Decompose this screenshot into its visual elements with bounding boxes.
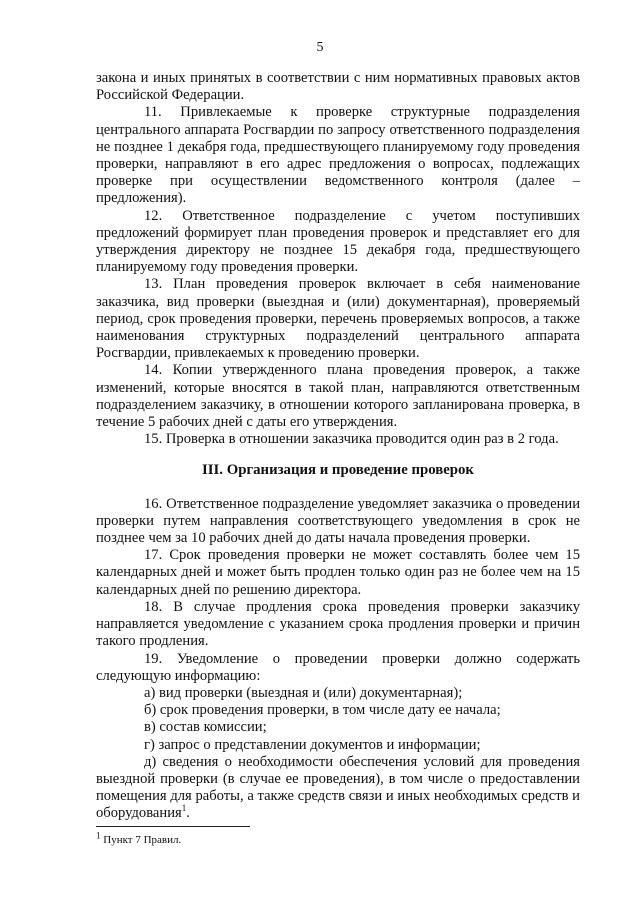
document-body [96, 70, 580, 823]
paragraph-11: 11. Привлекаемые к проверке структурные подразделения центрального аппарата Росгвардии по запросу ответственного подразделения не позднее 1 декабря года, предшествующего планируемому году проведения проверки, направляют в его адрес предложения о вопросах, подлежащих проверке при осуществлении ведомственного контроля (далее – предложения). [96, 104, 580, 207]
footnote-text: Пункт 7 Правил. [103, 834, 182, 846]
list-item-a: а) вид проверки (выездная и (или) документарная); [144, 684, 463, 701]
paragraph-19: 19. Уведомление о проведении проверки должно содержать следующую информацию: [96, 650, 580, 684]
paragraph-16: 16. Ответственное подразделение уведомляет заказчика о проведении проверки путем направления соответствующего уведомления в срок не позднее чем за 10 рабочих дней до даты начала проведения проверки. [96, 495, 580, 547]
paragraph-18: 18. В случае продления срока проведения проверки заказчику направляется уведомление с указанием срока продления проверки и причин такого продления. [96, 598, 580, 650]
footnote [96, 830, 182, 847]
paragraph-14: 14. Копии утвержденного плана проведения проверок, а также изменений, которые вносятся в такой план, направляются ответственным подразделением заказчику, в отношении которого запланирована проверка, в течение 5 рабочих дней с даты его утверждения. [96, 362, 580, 431]
list-item-d-text: д) сведения о необходимости обеспечения условий для проведения выездной проверки (в случае ее проведения), в том числе о предоставлении помещения для работы, а также средств связи и иных необходимых средств и оборудования [96, 753, 580, 822]
paragraph-continuation: закона и иных принятых в соответствии с ним нормативных правовых актов Российской Федерации. [96, 70, 580, 104]
footnote-reference: 1 [181, 803, 187, 814]
footnote-divider [96, 826, 250, 827]
paragraph-13: 13. План проведения проверок включает в себя наименование заказчика, вид проверки (выездная и (или) документарная), проверяемый период, срок проведения проверки, перечень проверяемых вопросов, а также наименования структурных подразделений центрального аппарата Росгвардии, привлекаемых к проведению проверки. [96, 276, 580, 362]
page-number: 5 [316, 40, 324, 55]
list-item-b: б) срок проведения проверки, в том числе дату ее начала; [144, 702, 501, 719]
paragraph-15: 15. Проверка в отношении заказчика проводится один раз в 2 года. [144, 431, 559, 448]
footnote-marker: 1 [96, 830, 101, 841]
list-item-d: д) сведения о необходимости обеспечения условий для проведения выездной проверки (в случае ее проведения), в том числе о предоставлении помещения для работы, а также средств связи и иных необходимых средств и оборудования$^1$. [96, 753, 580, 822]
section-heading: III. Организация и проведение проверок [202, 462, 474, 479]
list-item-v: в) состав комиссии; [144, 719, 267, 736]
paragraph-17: 17. Срок проведения проверки не может составлять более чем 15 календарных дней и может быть продлен только один раз не более чем на 15 календарных дней по решению директора. [96, 547, 580, 598]
list-item-g: г) запрос о представлении документов и информации; [144, 736, 481, 753]
paragraph-12: 12. Ответственное подразделение с учетом поступивших предложений формирует план проведения проверок и представляет его для утверждения директору не позднее 15 декабря года, предшествующего планируемому году проведения проверки. [96, 207, 580, 276]
